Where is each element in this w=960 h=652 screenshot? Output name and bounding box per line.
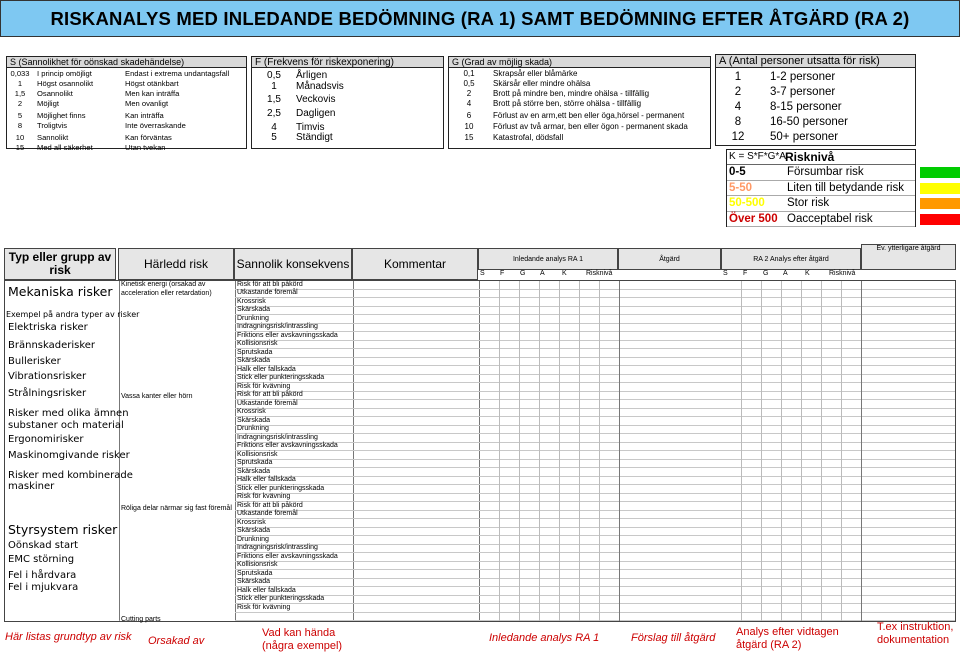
footer-examples: (några exempel) [262, 640, 343, 652]
risk-type-item: Bullerisker [8, 356, 61, 367]
s-table-header: S (Sannolikhet för oönskad skadehändelse) [6, 56, 247, 68]
k-row [727, 165, 915, 181]
f-value: 2,5 [267, 108, 281, 119]
ra-col-divider [761, 281, 762, 621]
f-term: Veckovis [296, 94, 336, 105]
consequence: Skärskada [237, 467, 271, 475]
subheader: K [805, 270, 810, 277]
f-value: 4 [271, 122, 277, 133]
f-value: 1,5 [267, 94, 281, 105]
subheader: A [540, 270, 545, 277]
footer-ra2-line1: Analys efter vidtagen [736, 626, 839, 638]
consequence: Friktions eller avskavningsskada [237, 442, 338, 449]
footer-extra-line2: dokumentation [877, 634, 950, 646]
ra-col-divider [801, 281, 802, 621]
k-range: Över 500 [729, 212, 778, 225]
consequence: Krossrisk [237, 408, 266, 415]
subheader: G [520, 270, 526, 277]
s-term: Möjlighet finns [37, 111, 86, 120]
k-table-header [727, 150, 915, 165]
consequence: Utkastande föremål [237, 510, 298, 517]
consequence: Sprutskada [237, 569, 273, 577]
page-title: RISKANALYS MED INLEDANDE BEDÖMNING (RA 1) SAMT BEDÖMNING EFTER ÅTGÄRD (RA 2) [0, 0, 960, 37]
ra-col-divider [821, 281, 822, 621]
g-value: 2 [466, 89, 472, 98]
left-heading2: Styrsystem risker [8, 522, 118, 537]
f-value: 5 [271, 132, 277, 143]
f-term: Timvis [296, 122, 325, 133]
footer-cause: Orsakad av [148, 635, 205, 647]
col-divider [861, 281, 862, 621]
consequence: Risk för att bli påkörd [237, 501, 303, 509]
derived-risk: acceleration eller retardation) [121, 290, 212, 297]
k-label: Oacceptabel risk [787, 212, 873, 225]
consequence: Indragningsrisk/intrassling [237, 544, 318, 551]
left-items [4, 320, 133, 593]
risk-type-item: Ergonomirisker [8, 434, 84, 445]
footer-ra1: Inledande analys RA 1 [489, 632, 600, 644]
risk-type-item: Maskinomgivande risker [8, 450, 130, 461]
ra-col-divider [499, 281, 500, 621]
k-title: Risknivå [785, 150, 835, 164]
s-term: Med all säkerhet [37, 143, 93, 152]
s-value: 8 [17, 121, 23, 130]
consequence: Skärskada [237, 527, 271, 534]
g-desc: Brott på mindre ben, mindre ohälsa - tillfällig [493, 89, 650, 98]
g-value: 0,5 [463, 79, 475, 88]
consequence: Krossrisk [237, 518, 266, 526]
g-value: 0,1 [463, 69, 475, 78]
col-divider [619, 281, 620, 621]
ra1-header: Inledande analys RA 1 [478, 248, 618, 270]
f-term: Månadsvis [296, 81, 344, 92]
f-term: Dagligen [296, 108, 336, 119]
consequence: Halk eller fallskada [237, 476, 296, 483]
ra2-subheaders [721, 270, 861, 280]
s-desc: Utan tvekan [125, 143, 166, 152]
extra-header: Ev. ytterligare åtgärd [861, 244, 956, 270]
s-term: Högst osannolikt [37, 79, 94, 88]
s-term: I princip omöjligt [37, 69, 92, 78]
consequence: Indragningsrisk/intrassling [237, 433, 318, 441]
risk-type-item: Elektriska risker [8, 322, 88, 333]
subheader: K [562, 270, 567, 277]
derived-risk: Vassa kanter eller hörn [121, 393, 193, 400]
k-formula: K = S*F*G*A [729, 151, 786, 162]
f-table-header: F (Frekvens för riskexponering) [251, 56, 444, 68]
risk-type-item: Brännskaderisker [8, 340, 96, 351]
a-table-header: A (Antal personer utsatta för risk) [715, 54, 916, 68]
col-comment-header: Kommentar [352, 248, 478, 280]
footer-type: Här listas grundtyp av risk [5, 631, 132, 643]
col-derived-header: Härledd risk [118, 248, 234, 280]
ra-col-divider [741, 281, 742, 621]
footer-measure: Förslag till åtgärd [631, 632, 716, 644]
subheader: S [480, 270, 485, 277]
subheader: S [723, 270, 728, 277]
g-desc: Förlust av en arm,ett ben eller öga,hörsel - permanent [493, 111, 685, 120]
k-row [727, 181, 915, 197]
k-range: 50-500 [729, 197, 765, 209]
g-table-header: G (Grad av möjlig skada) [448, 56, 711, 68]
consequence: Halk eller fallskada [237, 365, 296, 373]
col-consequence-header: Sannolik konsekvens [234, 248, 352, 280]
consequence: Utkastande föremål [237, 289, 298, 296]
s-value: 10 [15, 133, 25, 142]
k-color-swatch [920, 167, 960, 178]
left-example: Exempel på andra typer av risker [6, 310, 140, 319]
consequence: Skärskada [237, 306, 271, 313]
subheader: F [743, 270, 748, 277]
g-desc: Förlust av två armar, ben eller ögon - permanent skada [493, 122, 688, 131]
s-value: 0,033 [10, 69, 30, 78]
g-desc: Katastrofal, dödsfall [493, 133, 564, 142]
consequence: Skärskada [237, 357, 271, 364]
a-value: 4 [734, 101, 742, 113]
consequence-column [234, 280, 352, 622]
subheader: F [500, 270, 505, 277]
risk-type-item: maskiner [8, 481, 55, 492]
risk-type-item: substaner och material [8, 420, 124, 431]
g-value: 15 [464, 133, 474, 142]
s-desc: Men ovanligt [125, 99, 169, 108]
k-color-swatch [920, 198, 960, 209]
risk-type-item: Risker med olika ämnen [8, 408, 129, 419]
consequence: Indragningsrisk/intrassling [237, 323, 318, 330]
left-heading: Mekaniska risker [8, 284, 113, 299]
f-value: 1 [271, 81, 277, 92]
ra-col-divider [539, 281, 540, 621]
risk-type-item: Vibrationsrisker [8, 371, 87, 382]
k-color-swatch [920, 183, 960, 194]
f-value: 0,5 [267, 70, 281, 81]
g-value: 6 [466, 111, 472, 120]
g-value: 4 [466, 99, 472, 108]
ra-col-divider [559, 281, 560, 621]
ra-col-divider [519, 281, 520, 621]
k-color-swatch [920, 214, 960, 225]
s-term: Troligtvis [37, 121, 68, 130]
k-label: Stor risk [787, 197, 830, 209]
g-desc: Skärsår eller mindre ohälsa [493, 79, 591, 88]
g-value: 10 [464, 122, 474, 131]
subheader: G [763, 270, 769, 277]
control-risk-item: Fel i hårdvara [8, 570, 77, 581]
consequence: Kollisionsrisk [237, 450, 278, 458]
consequence: Kollisionsrisk [237, 561, 278, 568]
ra-col-divider [841, 281, 842, 621]
consequence: Skärskada [237, 416, 271, 424]
consequence: Utkastande föremål [237, 399, 298, 407]
k-row [727, 212, 915, 228]
consequence: Kollisionsrisk [237, 340, 278, 347]
derived-risk: Röliga delar närmar sig fast föremål [121, 505, 232, 512]
s-desc: Men kan inträffa [125, 89, 180, 98]
a-desc: 1-2 personer [770, 71, 836, 83]
s-desc: Kan förväntas [125, 133, 172, 142]
g-table [448, 67, 711, 149]
col-type-header: Typ eller grupp av risk [4, 248, 116, 280]
consequence: Stick eller punkteringsskada [237, 374, 325, 381]
subheader: Risknivå [586, 270, 613, 277]
control-risk-item: Fel i mjukvara [8, 582, 79, 593]
g-desc: Skrapsår eller blåmärke [493, 69, 578, 78]
consequence: Halk eller fallskada [237, 586, 296, 594]
control-risk-item: Oönskad start [8, 540, 79, 551]
subheader: Risknivå [829, 270, 856, 277]
measure-header: Åtgärd [618, 248, 721, 270]
s-desc: Endast i extrema undantagsfall [125, 69, 230, 78]
ra-col-divider [781, 281, 782, 621]
risk-type-column [4, 280, 140, 622]
footer-what-happens: Vad kan hända [262, 627, 336, 639]
k-row [727, 196, 915, 212]
f-table [251, 67, 444, 149]
k-range: 5-50 [729, 181, 753, 194]
s-term: Möjligt [37, 99, 59, 108]
ra2-header: RA 2 Analys efter åtgärd [721, 248, 861, 270]
a-value: 2 [734, 86, 742, 98]
subheader: A [783, 270, 788, 277]
s-value: 2 [17, 99, 23, 108]
a-table [715, 67, 916, 146]
ra-col-divider [579, 281, 580, 621]
control-risk-item: EMC störning [8, 554, 75, 565]
consequence: Drunkning [237, 535, 269, 543]
footer-ra2-line2: åtgärd (RA 2) [736, 639, 802, 651]
derived-risk: Kinetisk energi (orsakad av [121, 281, 206, 288]
a-desc: 50+ personer [770, 131, 839, 143]
consequence: Friktions eller avskavningsskada [237, 331, 338, 339]
ra1-subheaders [478, 270, 618, 280]
k-table [726, 149, 916, 227]
a-value: 12 [731, 131, 745, 143]
consequence: Sprutskada [237, 459, 273, 466]
s-value: 1 [17, 79, 23, 88]
consequence: Risk för att bli påkörd [237, 280, 303, 288]
s-value: 1,5 [14, 89, 26, 98]
consequence: Risk för kvävning [237, 603, 291, 611]
footer-extra-line1: T.ex instruktion, [877, 621, 954, 633]
consequence: Risk för kvävning [237, 382, 291, 390]
s-desc: Kan inträffa [125, 111, 164, 120]
a-desc: 8-15 personer [770, 101, 842, 113]
s-desc: Högst otänkbart [125, 79, 179, 88]
k-label: Liten till betydande risk [787, 181, 904, 194]
consequence: Risk för att bli påkörd [237, 391, 303, 398]
a-value: 1 [734, 71, 742, 83]
risk-type-item: Risker med kombinerade [8, 470, 133, 481]
k-range: 0-5 [729, 166, 746, 178]
g-desc: Brott på större ben, större ohälsa - tillfällig [493, 99, 642, 108]
s-value: 15 [15, 143, 25, 152]
a-desc: 16-50 personer [770, 116, 848, 128]
consequence: Friktions eller avskavningsskada [237, 552, 338, 560]
f-term: Ständigt [296, 132, 333, 143]
ra-col-divider [599, 281, 600, 621]
s-value: 5 [17, 111, 23, 120]
a-desc: 3-7 personer [770, 86, 836, 98]
s-desc: Inte överraskande [125, 121, 186, 130]
risk-type-item: Strålningsrisker [8, 388, 87, 399]
s-term: Osannolikt [37, 89, 73, 98]
consequence: Stick eller punkteringsskada [237, 595, 325, 602]
consequence: Krossrisk [237, 297, 266, 305]
consequence: Drunkning [237, 425, 269, 432]
k-label: Försumbar risk [787, 166, 864, 178]
consequence: Risk för kvävning [237, 493, 291, 500]
derived-column [118, 280, 234, 622]
consequence: Drunkning [237, 314, 269, 322]
a-value: 8 [734, 116, 742, 128]
consequence: Sprutskada [237, 348, 273, 356]
consequence: Stick eller punkteringsskada [237, 484, 325, 492]
consequence: Skärskada [237, 578, 271, 585]
s-table [6, 67, 247, 152]
s-term: Sannolikt [37, 133, 69, 142]
derived-risk: Cutting parts [121, 616, 161, 623]
f-term: Årligen [296, 70, 328, 81]
